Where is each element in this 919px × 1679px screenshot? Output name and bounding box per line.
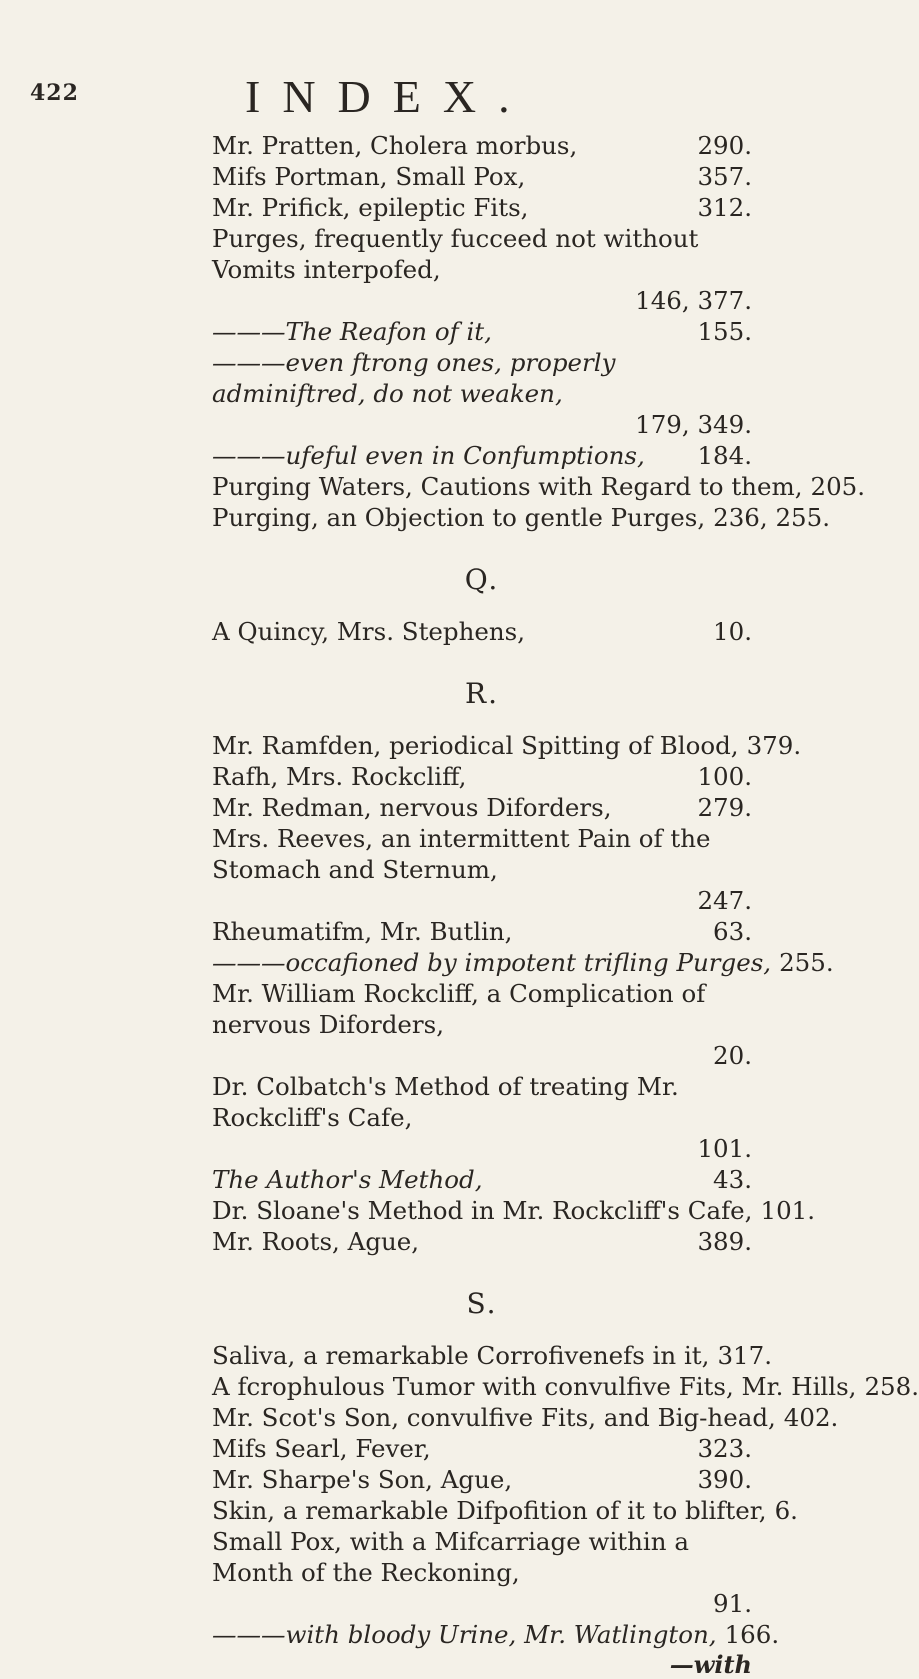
index-entry: ———even ftrong ones, properly adminiftred, do not weaken, 179, 349. <box>212 348 752 439</box>
index-entry: Mifs Portman, Small Pox, 357. <box>212 162 752 191</box>
index-entry: Dr. Colbatch's Method of treating Mr. Rockcliff's Cafe, 101. <box>212 1072 752 1163</box>
index-entry: Mr. Redman, nervous Diforders, 279. <box>212 793 752 822</box>
index-entry: ———ufeful even in Confumptions, 184. <box>212 441 752 470</box>
section-letter-q: Q. <box>464 563 500 596</box>
index-entry: Purging, an Objection to gentle Purges, 236, 255. <box>212 503 831 532</box>
catchword: —with <box>669 1650 752 1679</box>
index-entry: Skin, a remarkable Difpofition of it to blifter, 6. <box>212 1496 798 1525</box>
index-entry: ———with bloody Urine, Mr. Watlington, 166. <box>212 1620 780 1649</box>
section-letter-r: R. <box>465 677 499 710</box>
index-entry: Mr. Scot's Son, convulfive Fits, and Big-head, 402. <box>212 1403 839 1432</box>
index-entry: The Author's Method, 43. <box>212 1165 752 1194</box>
index-entries <box>212 130 919 1679</box>
index-entry: Small Pox, with a Mifcarriage within a Month of the Reckoning, 91. <box>212 1527 752 1618</box>
index-entry: ———The Reafon of it, 155. <box>212 317 752 346</box>
index-entry: Mifs Searl, Fever, 323. <box>212 1434 752 1463</box>
index-entry: Mr. Ramfden, periodical Spitting of Blood, 379. <box>212 731 802 760</box>
index-entry: A fcrophulous Tumor with convulfive Fits, Mr. Hills, 258. <box>212 1372 919 1401</box>
index-entry: Mr. Roots, Ague, 389. <box>212 1227 752 1256</box>
index-entry: Rafh, Mrs. Rockcliff, 100. <box>212 762 752 791</box>
page-header: INDEX. <box>245 71 532 122</box>
index-entry: A Quincy, Mrs. Stephens, 10. <box>212 617 752 646</box>
index-entry: Mr. Pratten, Cholera morbus, 290. <box>212 131 752 160</box>
index-entry: Purges, frequently fucceed not without Vomits interpofed, 146, 377. <box>212 224 752 315</box>
index-entry: Purging Waters, Cautions with Regard to them, 205. <box>212 472 866 501</box>
index-entry: Saliva, a remarkable Corrofivenefs in it, 317. <box>212 1341 772 1370</box>
index-entry: Rheumatifm, Mr. Butlin, 63. <box>212 917 752 946</box>
index-entry: ———occafioned by impotent trifling Purges, 255. <box>212 948 834 977</box>
index-entry: Dr. Sloane's Method in Mr. Rockcliff's Cafe, 101. <box>212 1196 816 1225</box>
index-entry: Mr. Prifick, epileptic Fits, 312. <box>212 193 752 222</box>
section-letter-s: S. <box>466 1287 498 1320</box>
index-entry: Mr. William Rockcliff, a Complication of nervous Diforders, 20. <box>212 979 752 1070</box>
index-entry: Mr. Sharpe's Son, Ague, 390. <box>212 1465 752 1494</box>
page-number: 422 <box>30 80 79 106</box>
index-entry: Mrs. Reeves, an intermittent Pain of the Stomach and Sternum, 247. <box>212 824 752 915</box>
